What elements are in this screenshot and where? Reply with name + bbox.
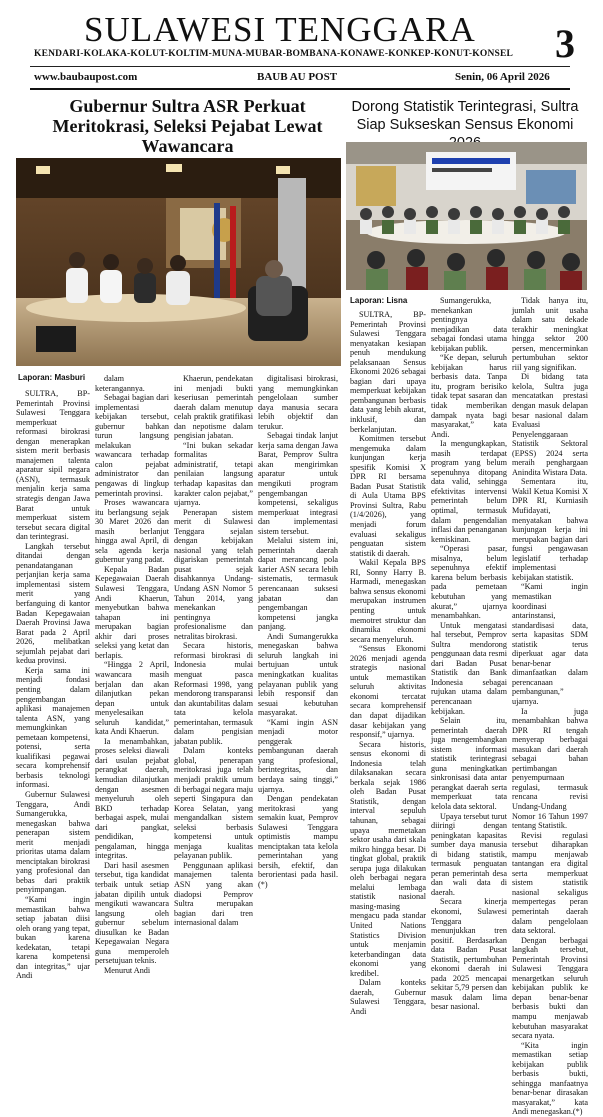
right-photo-credit: Laporan: Lisna <box>350 296 408 305</box>
page-number: 3 <box>555 21 575 66</box>
paragraph: SULTRA, BP- Pemerintah Provinsi Sulawesi Tenggara menyatakan kesiapan penuh mendukung pelaksanaan Sensus Ekonomi 2026 sebagai bagian dari upaya memperkuat kebijakan pembangunan berbasis data yang lebih akurat, inklusif, dan berkelanjutan. <box>350 310 426 434</box>
paragraph: Di bidang tata kelola, Sultra juga mencatatkan prestasi dengan masuk delapan besar nasional dalam Evaluasi Penyelenggaraan Statistik Sektoral (EPSS) 2024 serta meraih penghargaan Anindita Wistara Data. <box>512 372 588 477</box>
paragraph: Secara historis, sensus ekonomi di Indonesia telah dilaksanakan secara berkala sejak 1986 oleh Badan Pusat Statistik, dengan interval sepuluh tahunan, sebagai upaya memetakan sektor usaha dari skala mikro hingga besar. Di tingkat global, praktik serupa juga dilakukan oleh berbagai negara melalui lembaga statistik nasional masing-masing mengacu pada standar United Nations Statistics Division untuk menjamin keterbandingan data ekonomi yang kredibel. <box>350 739 426 978</box>
paragraph: Sementara itu, Wakil Ketua Komisi X DPR RI, Kurniasih Mufidayati, menyatakan bahwa kunjungan kerja ini merupakan bagian dari fungsi pengawasan legislatif terhadap implementasi kebijakan statistik. <box>512 477 588 582</box>
paragraph: Khaerun, pendekatan ini menjadi bukti keseriusan pemerintah daerah dalam menutup celah praktik gratifikasi dan nepotisme dalam pengisian jabatan. <box>174 374 253 441</box>
paragraph: Tidak hanya itu, jumlah unit usaha dalam satu dekade terakhir meningkat hingga sektor 200 persen, mencerminkan pertumbuhan sektor riil yang signifikan. <box>512 296 588 372</box>
paragraph: Gubernur Sulawesi Tenggara, Andi Sumangerukka, menegaskan bahwa penerapan sistem merit menjadi prioritas utama dalam menciptakan birokrasi yang profesional dan bebas dari praktik penyimpangan. <box>16 789 90 895</box>
conference-hall-photo <box>346 142 587 290</box>
paragraph: Untuk mengatasi hal tersebut, Pemprov Sultra mendorong penggunaan data resmi dari Badan Pusat Statistik dan Bank Indonesia sebagai rujukan utama dalam perencanaan kebijakan. <box>431 620 507 716</box>
paragraph: Melalui sistem ini, pemerintah daerah dapat merancang pola karier ASN secara lebih sistematis, termasuk perencanaan suksesi jabatan dan pengembangan kompetensi jangka panjang. <box>258 536 338 632</box>
right-article-photo <box>346 142 587 290</box>
paragraph: Penerapan sistem merit di Sulawesi Tenggara sejalan dengan kebijakan nasional yang telah digariskan pemerintah pusat sejak disahkannya Undang-Undang ASN Nomor 5 Tahun 2014, yang menekankan pentingnya profesionalisme dan netralitas birokrasi. <box>174 507 253 641</box>
info-rule <box>30 88 570 90</box>
paragraph: Secara historis, reformasi birokrasi di Indonesia mulai menguat pasca Reformasi 1998, yang mendorong transparansi dan akuntabilitas dalam tata kelola pemerintahan, termasuk dalam pengisian jabatan publik. <box>174 641 253 746</box>
paragraph: Secara kinerja ekonomi, Sulawesi Tenggara menunjukkan tren positif. Berdasarkan data Badan Pusat Statistik, pertumbuhan ekonomi daerah ini pada 2025 mencapai sekitar 5,79 persen dan masuk dalam lima besar nasional. <box>431 897 507 1012</box>
left-column-3 <box>174 374 253 928</box>
paragraph: Selain itu, pemerintah daerah juga mengembangkan sistem informasi statistik terintegrasi guna meningkatkan sinkronisasi data antar perangkat daerah serta memperkuat tata kelola data sektoral. <box>431 716 507 811</box>
left-headline: Gubernur Sultra ASR Perkuat Meritokrasi, Seleksi Pejabat Lewat Wawancara <box>52 96 323 156</box>
paragraph: dalam keterangannya. <box>95 374 145 393</box>
paragraph: Sumangerukka, menekankan pentingnya menjadikan data sebagai fondasi utama kebijakan publik. <box>431 296 507 353</box>
paragraph: SULTRA, BP- Pemerintah Provinsi Sulawesi Tenggara memperkuat reformasi birokrasi dengan menerapkan sistem merit berbasis manajemen talenta aparatur sipil negara (ASN), termasuk menjalin kerja sama strategis dengan Jawa Barat untuk memperkuat sistem tersebut secara digital dan terintegrasi. <box>16 389 90 542</box>
masthead-title: SULAWESI TENGGARA <box>84 10 476 49</box>
paragraph: Penggunaan aplikasi manajemen talenta ASN yang akan diadopsi Pemprov Sultra merupakan bagian dari tren internasional dalam <box>174 860 253 928</box>
left-column-4 <box>258 374 338 914</box>
paragraph: Revisi regulasi tersebut diharapkan mampu menjawab tantangan era digital serta memperkuat sistem statistik nasional sekaligus mempertegas peran pemerintah daerah dalam pengelolaan data sektoral. <box>512 830 588 936</box>
paragraph: Ia mengungkapkan, masih terdapat program yang belum sepenuhnya ditopang data valid, sehingga efektivitas intervensi pemerintah belum optimal, termasuk dalam pengendalian inflasi dan penanganan kemiskinan. <box>431 439 507 544</box>
paragraph: digitalisasi birokrasi, yang memungkinkan pengelolaan sumber daya manusia secara lebih objektif dan terukur. <box>258 374 338 431</box>
paragraph: Dengan berbagai langkah tersebut, Pemerintah Provinsi Sulawesi Tenggara menargetkan seluruh kebijakan publik ke depan benar-benar berbasis bukti dan mampu menjawab kebutuhan masyarakat secara nyata. <box>512 935 588 1041</box>
paragraph: “Sensus Ekonomi 2026 menjadi agenda strategis nasional untuk memastikan seluruh aktivitas ekonomi tercatat secara komprehensif dan dapat dijadikan dasar kebijakan yang responsif,” ujarnya. <box>350 644 426 740</box>
paragraph: Dari hasil asesmen tersebut, tiga kandidat terbaik untuk setiap jabatan dipilih untuk mengikuti wawancara langsung oleh gubernur sebelum diusulkan ke Badan Kepegawaian Negara guna memperoleh persetujuan teknis. <box>95 860 169 966</box>
paragraph: “Operasi pasar, misalnya, belum sepenuhnya efektif karena belum berbasis pada pemetaan kebutuhan yang akurat,” ujarnya menambahkan. <box>431 544 507 621</box>
top-rule <box>30 66 570 67</box>
paragraph: Kepala Badan Kepegawaian Daerah Sulawesi Tenggara, Andi Khaerun, menyebutkan bahwa tahapan ini merupakan bagian akhir dari proses seleksi yang ketat dan berlapis. <box>95 564 169 660</box>
paragraph: “Ini bukan sekadar formalitas administratif, tetapi penilaian langsung terhadap kapasitas dan karakter calon pejabat,” ujarnya. <box>174 440 253 508</box>
paragraph: Menurut Andi <box>104 965 151 975</box>
left-photo-credit: Laporan: Masburi <box>18 373 86 382</box>
paragraph: Ia menambahkan, proses seleksi diawali dari usulan pejabat perangkat daerah, kemudian dilanjutkan dengan asesmen menyeluruh oleh BKD terhadap berbagai aspek, mulai dari pangkat, pendidikan, pengalaman, hingga integritas. <box>95 736 169 861</box>
left-column-2 <box>95 374 169 975</box>
paragraph: “Ke depan, seluruh kebijakan harus berbasis data. Tanpa itu, program berisiko tidak tepat sasaran dan tidak memberikan dampak nyata bagi masyarakat,” kata Andi. <box>431 353 507 439</box>
paragraph: Dalam konteks daerah, Gubernur Sulawesi Tenggara, Andi <box>350 978 426 1016</box>
left-article-photo <box>16 158 341 366</box>
paragraph: “Kami ingin memastikan koordinasi antarinstansi, standardisasi data, serta kapasitas SDM statistik terus diperkuat agar data benar-benar dimanfaatkan dalam perencanaan pembangunan,” ujarnya. <box>512 582 588 706</box>
left-column-1 <box>16 389 90 981</box>
paragraph: Kerja sama ini menjadi fondasi penting dalam pengembangan aplikasi manajemen talenta ASN, yang memungkinkan pemetaan kompetensi, potensi, serta kualifikasi pegawai secara komprehensif berbasis teknologi informasi. <box>16 665 90 790</box>
right-column-2 <box>431 296 507 1012</box>
paragraph: Upaya tersebut turut diiringi dengan peningkatan kapasitas sumber daya manusia di bidang statistik, termasuk penguatan peran pemerintah desa dan wali data di daerah. <box>431 811 507 897</box>
paragraph: Langkah tersebut ditandai dengan penandatanganan perjanjian kerja sama implementasi sistem merit yang berfanguing di kantor Badan Kepegawaian Daerah Provinsi Jawa Barat pada 2 April 2026, melibatkan sejumlah pejabat dari kedua provinsi. <box>16 541 90 666</box>
paper-name: BAUB AU POST <box>257 71 338 83</box>
paragraph: Sebagai bagian dari implementasi kebijakan tersebut, gubernur bahkan turun langsung melakukan wawancara terhadap calon pejabat administrator dan pengawas di lingkup pemerintah provinsi. <box>95 393 169 498</box>
paragraph: “Kami ingin ASN menjadi motor penggerak pembangunan daerah yang profesional, berintegritas, dan berdaya saing tinggi,” ujarnya. <box>258 717 338 794</box>
paragraph: “Kami ingin memastikan bahwa setiap jabatan diisi oleh orang yang tepat, bukan karena kedekatan, tetapi karena kompetensi dan integritas,” ujar Andi <box>16 894 90 981</box>
paragraph: Komitmen tersebut mengemuka dalam kunjungan kerja spesifik Komisi X DPR RI bersama Badan Pusat Statistik di Aula Utama BPS Provinsi Sultra, Rabu (1/4/2026), yang menjadi forum evaluasi sekaligus penguatan sistem statistik di daerah. <box>350 434 426 558</box>
right-headline: Dorong Statistik Terintegrasi, Sultra Siap Sukseskan Sensus Ekonomi <box>351 99 579 133</box>
issue-date: Senin, 06 April 2026 <box>455 71 550 83</box>
right-column-3 <box>512 296 588 1117</box>
meeting-room-photo <box>16 158 341 366</box>
paragraph: “Hingga 2 April, wawancara masih berjalan dan akan dilanjutkan pekan depan untuk menyelesaikan seluruh kandidat,” kata Andi Khaerun. <box>95 660 169 737</box>
paragraph: Wakil Kepala BPS RI, Sonny Harry B. Harmadi, menegaskan bahwa sensus ekonomi merupakan instrumen penting untuk memotret struktur dan dinamika ekonomi secara menyeluruh. <box>350 558 426 644</box>
right-column-1 <box>350 310 426 1016</box>
paragraph: Sebagai tindak lanjut kerja sama dengan Jawa Barat, Pemprov Sultra akan mengirimkan aparatur untuk mengikuti program pengembangan kompetensi, sekaligus memperkuat integrasi dan implementasi sistem tersebut. <box>258 431 338 536</box>
paragraph: “Kita ingin memastikan setiap kebijakan publik berbasis bukti, sehingga manfaatnya benar-benar dirasakan masyarakat,” kata Andi menegaskan.(*) <box>512 1040 588 1117</box>
paragraph: Proses wawancara itu berlangsung sejak 30 Maret 2026 dan masih berlanjut hingga awal April, di sela agenda kerja gubernur yang padat. <box>95 498 169 565</box>
paragraph: Ia juga menambahkan bahwa DPR RI tengah menyerap berbagai masukan dari daerah sebagai bahan pertimbangan penyempurnaan regulasi, termasuk rencana revisi Undang-Undang Nomor 16 Tahun 1997 tentang Statistik. <box>512 706 588 831</box>
regions-line: KENDARI-KOLAKA-KOLUT-KOLTIM-MUNA-MUBAR-BOMBANA-KONAWE-KONKEP-KONUT-KONSEL <box>34 49 514 59</box>
paragraph: Dalam konteks global, penerapan meritokrasi juga telah menjadi praktik umum di berbagai negara maju seperti Singapura dan Korea Selatan, yang mengandalkan sistem seleksi berbasis kompetensi untuk menjaga kualitas pelayanan publik. <box>174 746 253 861</box>
website-link[interactable]: www.baubaupost.com <box>34 71 138 83</box>
paragraph: Andi Sumangerukka menegaskan bahwa seluruh langkah ini bertujuan untuk meningkatkan kualitas pelayanan publik yang lebih responsif dan sesuai kebutuhan masyarakat. <box>258 631 338 718</box>
paragraph: Dengan pendekatan meritokrasi yang semakin kuat, Pemprov Sulawesi Tenggara optimistis mampu menciptakan tata kelola pemerintahan yang bersih, efektif, dan berorientasi pada hasil. (*) <box>258 794 338 889</box>
